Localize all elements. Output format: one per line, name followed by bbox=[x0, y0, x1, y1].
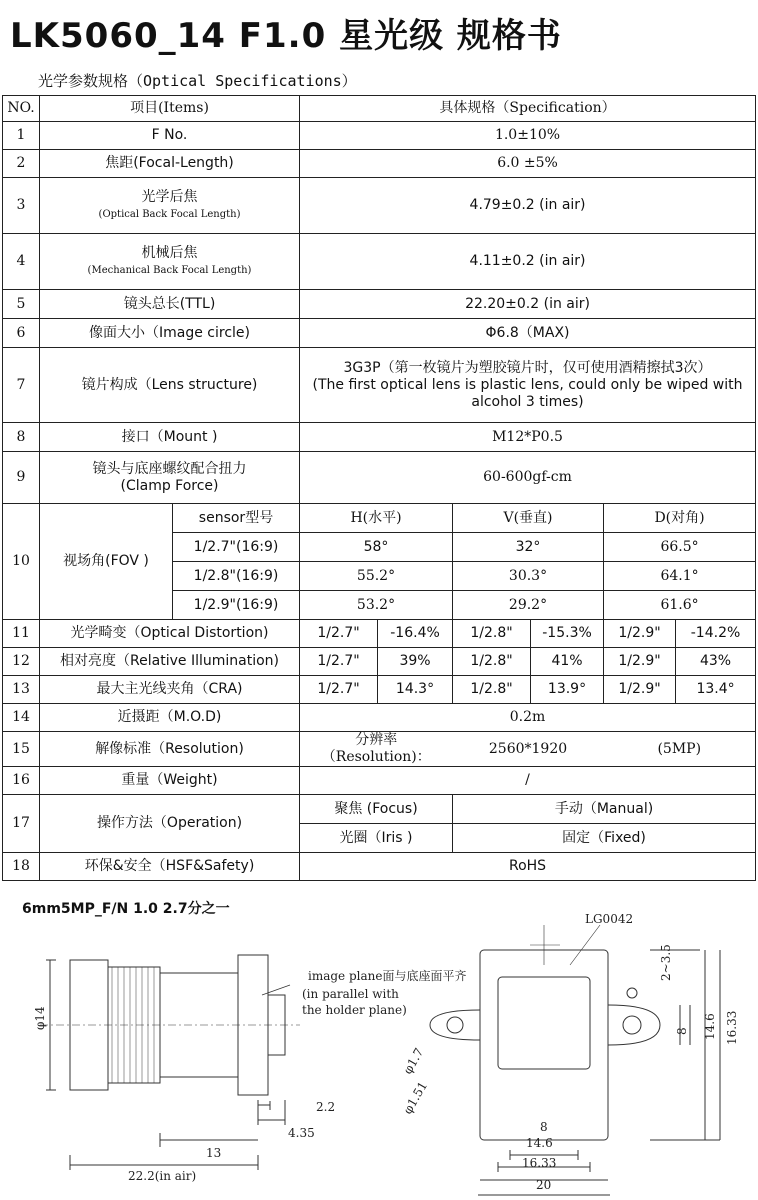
cell-sensor: 1/2.9" bbox=[604, 676, 676, 704]
table-row bbox=[3, 234, 756, 290]
row-spec: 22.20±0.2 (in air) bbox=[300, 290, 756, 319]
table-row bbox=[3, 620, 756, 648]
fov-d-head: D(对角) bbox=[604, 504, 756, 533]
row-no: 16 bbox=[3, 767, 40, 795]
row-no: 2 bbox=[3, 150, 40, 178]
row-spec: 4.79±0.2 (in air) bbox=[300, 178, 756, 234]
row-item-sub: (Mechanical Back Focal Length) bbox=[87, 264, 252, 276]
header-items: 项目(Items) bbox=[40, 96, 300, 122]
dim-8-h: 8 bbox=[540, 1120, 548, 1134]
table-row bbox=[3, 795, 756, 824]
header-spec: 具体规格（Specification） bbox=[300, 96, 756, 122]
holder-dim-text bbox=[400, 912, 739, 1192]
dim-8-v: 8 bbox=[675, 1027, 689, 1035]
holder-right-ear bbox=[608, 1005, 660, 1045]
row-spec: / bbox=[300, 767, 756, 795]
cell-sensor: 1/2.8" bbox=[453, 648, 531, 676]
table-row bbox=[3, 150, 756, 178]
row-item-main: 镜头与底座螺纹配合扭力 bbox=[92, 460, 247, 477]
fov-h: 55.2° bbox=[300, 562, 453, 591]
fov-h: 53.2° bbox=[300, 591, 453, 620]
holder-square bbox=[498, 977, 590, 1069]
cell-value: 13.9° bbox=[531, 676, 604, 704]
row-item: 像面大小（Image circle) bbox=[40, 319, 300, 348]
row-item: 操作方法（Operation) bbox=[40, 795, 300, 853]
iris-value: 固定（Fixed) bbox=[453, 824, 756, 853]
holder-left-ear bbox=[430, 1010, 480, 1040]
row-no: 17 bbox=[3, 795, 40, 853]
dim-22-line bbox=[70, 1155, 258, 1170]
header-no: NO. bbox=[3, 96, 40, 122]
row-spec bbox=[300, 348, 756, 423]
row-item: 镜片构成（Lens structure) bbox=[40, 348, 300, 423]
row-no: 18 bbox=[3, 853, 40, 881]
row-item: 相对亮度（Relative Illumination) bbox=[40, 648, 300, 676]
row-no: 8 bbox=[3, 423, 40, 452]
row-item: 环保&安全（HSF&Safety) bbox=[40, 853, 300, 881]
row-spec: M12*P0.5 bbox=[300, 423, 756, 452]
dim-20: 20 bbox=[536, 1178, 552, 1192]
cell-sensor: 1/2.9" bbox=[604, 648, 676, 676]
mount-hole-right bbox=[623, 1016, 641, 1034]
row-spec: RoHS bbox=[300, 853, 756, 881]
row-item bbox=[40, 178, 300, 234]
spec-table bbox=[2, 95, 756, 881]
dim-2-3-5: 2~3.5 bbox=[659, 944, 673, 981]
fov-d: 66.5° bbox=[604, 533, 756, 562]
holder-top-view bbox=[430, 925, 720, 1195]
row-item-sub: (Optical Back Focal Length) bbox=[98, 208, 241, 220]
dim-diameter: φ14 bbox=[33, 1006, 47, 1030]
lens-spec-line1: 3G3P（第一枚镜片为塑胶镜片时，仅可使用酒精擦拭3次） bbox=[343, 359, 712, 376]
cell-sensor: 1/2.9" bbox=[604, 620, 676, 648]
cell-sensor: 1/2.7" bbox=[300, 676, 378, 704]
dim-4-35: 4.35 bbox=[288, 1126, 315, 1140]
fov-sensor: 1/2.9"(16:9) bbox=[173, 591, 300, 620]
row-item-main: 光学后焦 bbox=[141, 188, 198, 205]
row-item: 光学畸变（Optical Distortion) bbox=[40, 620, 300, 648]
table-row bbox=[3, 290, 756, 319]
row-no: 4 bbox=[3, 234, 40, 290]
row-item bbox=[40, 234, 300, 290]
fov-d: 61.6° bbox=[604, 591, 756, 620]
section-subtitle: 光学参数规格（Optical Specifications） bbox=[38, 72, 357, 90]
row-item bbox=[40, 452, 300, 504]
row-no: 5 bbox=[3, 290, 40, 319]
mechanical-drawing bbox=[0, 905, 758, 1200]
note-parallel-1: (in parallel with bbox=[302, 987, 399, 1001]
cell-value: 14.3° bbox=[378, 676, 453, 704]
fov-head-row bbox=[3, 504, 756, 533]
fov-d: 64.1° bbox=[604, 562, 756, 591]
cell-value: -15.3% bbox=[531, 620, 604, 648]
table-row bbox=[3, 319, 756, 348]
table-row bbox=[3, 178, 756, 234]
row-item: 重量（Weight) bbox=[40, 767, 300, 795]
table-row bbox=[3, 767, 756, 795]
row-spec: Φ6.8（MAX) bbox=[300, 319, 756, 348]
page-title: LK5060_14 F1.0 星光级 规格书 bbox=[10, 16, 562, 56]
row-spec: 0.2m bbox=[300, 704, 756, 732]
fov-sensor-head: sensor型号 bbox=[173, 504, 300, 533]
cell-value: 43% bbox=[676, 648, 756, 676]
table-header bbox=[3, 96, 756, 122]
mount-hole-left bbox=[447, 1017, 463, 1033]
row-item: F No. bbox=[40, 122, 300, 150]
row-no: 9 bbox=[3, 452, 40, 504]
fov-v-head: V(垂直) bbox=[453, 504, 604, 533]
drawing-title: 6mm5MP_F/N 1.0 2.7分之一 bbox=[22, 901, 230, 917]
dim-14-6-h: 14.6 bbox=[526, 1136, 553, 1150]
fov-h: 58° bbox=[300, 533, 453, 562]
cell-value: 13.4° bbox=[676, 676, 756, 704]
row-no: 3 bbox=[3, 178, 40, 234]
table-row bbox=[3, 676, 756, 704]
cell-value: 41% bbox=[531, 648, 604, 676]
row-no: 7 bbox=[3, 348, 40, 423]
dim-14-6-v: 14.6 bbox=[703, 1013, 717, 1040]
dim-16-33-h: 16.33 bbox=[522, 1156, 557, 1170]
note-image-plane: image plane面与底座面平齐 bbox=[308, 969, 467, 983]
row-item: 解像标准（Resolution) bbox=[40, 732, 300, 767]
cell-sensor: 1/2.8" bbox=[453, 620, 531, 648]
iris-label: 光圈（Iris ) bbox=[300, 824, 453, 853]
table-row bbox=[3, 732, 756, 767]
row-spec: 1.0±10% bbox=[300, 122, 756, 150]
row-spec: 60-600gf-cm bbox=[300, 452, 756, 504]
fov-v: 30.3° bbox=[453, 562, 604, 591]
part-number: LG0042 bbox=[585, 912, 634, 926]
table-row bbox=[3, 423, 756, 452]
table-row bbox=[3, 452, 756, 504]
row-no: 13 bbox=[3, 676, 40, 704]
lens-spec-line3: alcohol 3 times) bbox=[471, 393, 584, 410]
dim-13: 13 bbox=[206, 1146, 222, 1160]
dim-phi-1-51: φ1.51 bbox=[400, 1079, 431, 1117]
dim-22-2: 22.2(in air) bbox=[128, 1169, 197, 1183]
row-no: 10 bbox=[3, 504, 40, 620]
row-no: 15 bbox=[3, 732, 40, 767]
row-item: 镜头总长(TTL) bbox=[40, 290, 300, 319]
row-no: 14 bbox=[3, 704, 40, 732]
dim-2-2: 2.2 bbox=[316, 1100, 336, 1114]
row-spec: 4.11±0.2 (in air) bbox=[300, 234, 756, 290]
row-item: 焦距(Focal-Length) bbox=[40, 150, 300, 178]
fov-sensor: 1/2.8"(16:9) bbox=[173, 562, 300, 591]
table-row bbox=[3, 648, 756, 676]
row-item: 最大主光线夹角（CRA) bbox=[40, 676, 300, 704]
cell-value: -14.2% bbox=[676, 620, 756, 648]
fov-v: 32° bbox=[453, 533, 604, 562]
cell-value: 39% bbox=[378, 648, 453, 676]
lens-spec-line2: (The first optical lens is plastic lens, could only be wiped with bbox=[312, 376, 743, 393]
row-no: 11 bbox=[3, 620, 40, 648]
lens-dim-text bbox=[33, 968, 466, 1183]
table-row bbox=[3, 704, 756, 732]
row-item-main: 机械后焦 bbox=[141, 244, 198, 261]
cell-value: -16.4% bbox=[378, 620, 453, 648]
row-item: 视场角(FOV ) bbox=[40, 504, 173, 620]
row-no: 6 bbox=[3, 319, 40, 348]
cell-sensor: 1/2.7" bbox=[300, 620, 378, 648]
dim-phi-1-7: φ1.7 bbox=[400, 1045, 427, 1077]
cell-sensor: 1/2.8" bbox=[453, 676, 531, 704]
row-item: 近摄距（M.O.D) bbox=[40, 704, 300, 732]
fov-v: 29.2° bbox=[453, 591, 604, 620]
dim-16-33-v: 16.33 bbox=[725, 1010, 739, 1045]
row-spec: 6.0 ±5% bbox=[300, 150, 756, 178]
table-row bbox=[3, 348, 756, 423]
resolution-mp: (5MP) bbox=[604, 732, 756, 767]
resolution-label: 分辨率（Resolution)： bbox=[300, 732, 453, 767]
fov-sensor: 1/2.7"(16:9) bbox=[173, 533, 300, 562]
resolution-value: 2560*1920 bbox=[453, 732, 604, 767]
note-parallel-2: the holder plane) bbox=[302, 1003, 407, 1017]
row-no: 1 bbox=[3, 122, 40, 150]
fov-h-head: H(水平) bbox=[300, 504, 453, 533]
table-row bbox=[3, 122, 756, 150]
row-item-sub: (Clamp Force) bbox=[120, 477, 219, 494]
table-row bbox=[3, 853, 756, 881]
focus-label: 聚焦 (Focus) bbox=[300, 795, 453, 824]
lens-side-view bbox=[40, 955, 300, 1170]
focus-value: 手动（Manual) bbox=[453, 795, 756, 824]
cell-sensor: 1/2.7" bbox=[300, 648, 378, 676]
holder-side bbox=[238, 955, 285, 1095]
row-item: 接口（Mount ) bbox=[40, 423, 300, 452]
row-no: 12 bbox=[3, 648, 40, 676]
